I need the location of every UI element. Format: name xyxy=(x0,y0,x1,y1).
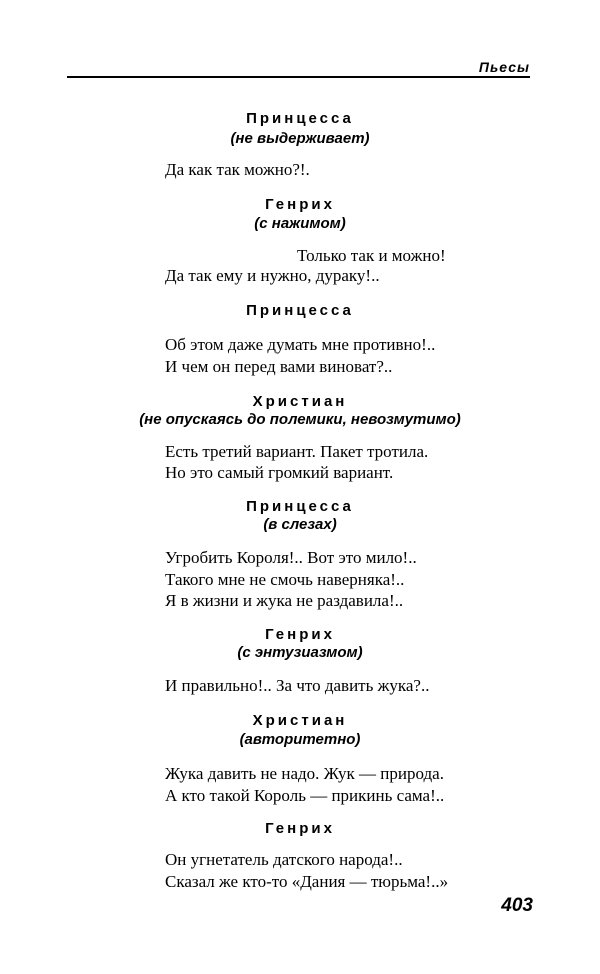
dialogue-line: Да так ему и нужно, дураку!.. xyxy=(165,266,380,285)
dialogue-line: И чем он перед вами виноват?.. xyxy=(165,357,393,376)
speaker-name: Генрих xyxy=(265,820,335,837)
dialogue-line: Он угнетатель датского народа!.. xyxy=(165,850,403,869)
dialogue-line: Об этом даже думать мне противно!.. xyxy=(165,335,436,354)
stage-direction: (не опускаясь до полемики, невозмутимо) xyxy=(139,411,461,428)
speaker-name: Генрих xyxy=(265,196,335,213)
speaker-name: Принцесса xyxy=(246,498,354,515)
stage-direction: (с нажимом) xyxy=(254,215,346,232)
speaker-name: Принцесса xyxy=(246,110,354,127)
dialogue-line: Есть третий вариант. Пакет тротила. xyxy=(165,442,429,461)
dialogue-line: Угробить Короля!.. Вот это мило!.. xyxy=(165,548,417,567)
header-title: Пьесы xyxy=(478,59,530,75)
dialogue-line: Я в жизни и жука не раздавила!.. xyxy=(165,591,404,610)
speaker-name: Принцесса xyxy=(246,302,354,319)
dialogue-line: И правильно!.. За что давить жука?.. xyxy=(165,676,430,695)
dialogue-line: Сказал же кто-то «Дания — тюрьма!..» xyxy=(165,872,449,891)
dialogue-line: Только так и можно! xyxy=(297,246,446,265)
header-rule xyxy=(67,76,530,78)
dialogue-line: Такого мне не смочь наверняка!.. xyxy=(165,570,405,589)
stage-direction: (в слезах) xyxy=(263,516,337,533)
dialogue-line: Да как так можно?!. xyxy=(165,160,310,179)
speaker-name: Генрих xyxy=(265,626,335,643)
stage-direction: (авторитетно) xyxy=(239,731,361,748)
speaker-name: Христиан xyxy=(252,712,348,729)
page-number: 403 xyxy=(501,895,533,916)
dialogue-line: Жука давить не надо. Жук — природа. xyxy=(165,764,444,783)
stage-direction: (не выдерживает) xyxy=(230,130,370,147)
dialogue-line: А кто такой Король — прикинь сама!.. xyxy=(165,786,445,805)
dialogue-line: Но это самый громкий вариант. xyxy=(165,463,394,482)
stage-direction: (с энтузиазмом) xyxy=(237,644,363,661)
speaker-name: Христиан xyxy=(252,393,348,410)
